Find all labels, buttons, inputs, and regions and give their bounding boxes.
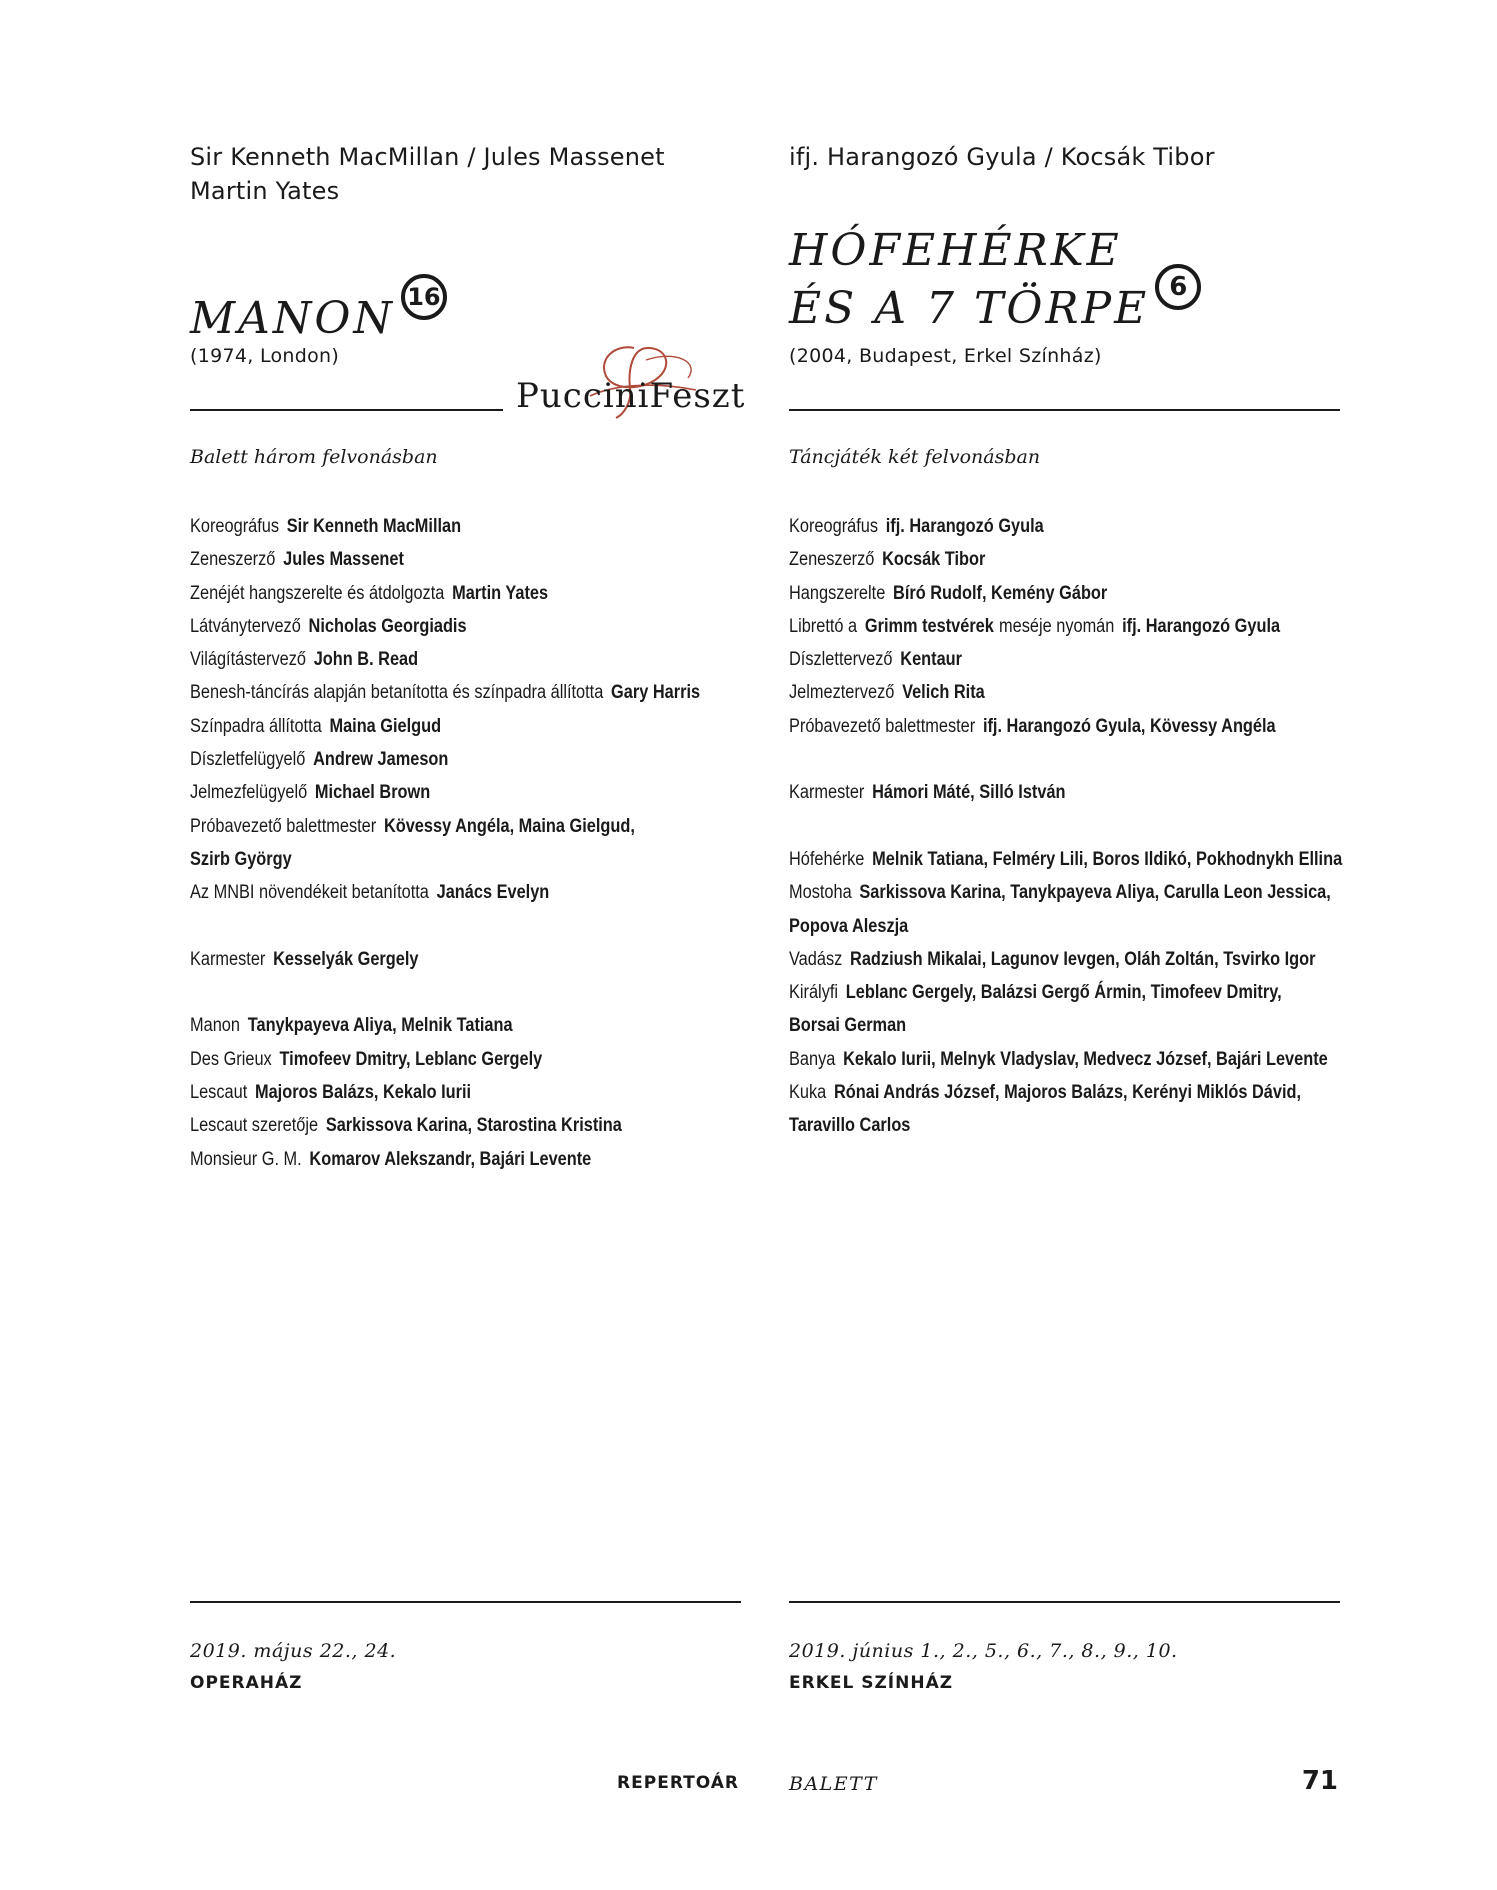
credit-line: [190, 743, 758, 776]
credit-line: [190, 676, 758, 709]
divider: [789, 409, 1340, 411]
production-subtitle: Balett három felvonásban: [190, 446, 438, 468]
credits-list: [190, 510, 758, 1176]
credits-spacer: [190, 910, 758, 943]
credit-line: [190, 543, 758, 576]
credit-line: [190, 1109, 758, 1142]
production-title: [789, 222, 1201, 338]
credit-role: Jelmeztervező: [789, 682, 895, 704]
premiere-info: (2004, Budapest, Erkel Színház): [789, 345, 1102, 367]
venue: OPERAHÁZ: [190, 1673, 303, 1693]
credit-line: [190, 810, 758, 843]
credit-line: [789, 610, 1357, 643]
title-line: ÉS A 7 TÖRPE: [789, 283, 1150, 334]
production-title: [190, 283, 447, 348]
credit-name: ifj. Harangozó Gyula: [885, 516, 1044, 537]
credit-role: Jelmezfelügyelő: [190, 782, 308, 804]
credit-role: Próbavezető balettmester: [789, 715, 976, 737]
credit-role: Mostoha: [789, 882, 852, 904]
credit-line: [190, 1009, 758, 1042]
credit-line: [789, 976, 1357, 1009]
credit-line: [190, 510, 758, 543]
credit-role: Az MNBI növendékeit betanította: [190, 882, 429, 904]
credit-role: Királyfi: [789, 982, 839, 1004]
title-line: MANON: [190, 293, 395, 344]
credit-line: [190, 943, 758, 976]
credit-role: Díszlettervező: [789, 649, 893, 671]
credit-name: Komarov Alekszandr, Bajári Levente: [309, 1148, 592, 1170]
divider: [190, 409, 503, 411]
credit-name: Sir Kenneth MacMillan: [286, 516, 462, 537]
logo-text: PucciniFeszt: [516, 376, 746, 416]
credit-line: [789, 1076, 1357, 1109]
credits-spacer: [190, 976, 758, 1009]
credit-role: Zenéjét hangszerelte és átdolgozta: [190, 582, 445, 604]
credit-role: Librettó a: [789, 615, 858, 637]
credit-name: Radziush Mikalai, Lagunov Ievgen, Oláh Zoltán, Tsvirko Igor: [850, 948, 1316, 970]
credit-name: Bíró Rudolf, Kemény Gábor: [893, 582, 1108, 604]
age-rating-badge: 16: [401, 274, 447, 320]
credit-name: Tanykpayeva Aliya, Melnik Tatiana: [247, 1015, 513, 1037]
credit-name: Grimm testvérek: [864, 615, 994, 637]
authors-line: Martin Yates: [190, 177, 340, 205]
credits-spacer: [789, 743, 1357, 776]
credit-line: [789, 1043, 1357, 1076]
credit-name: Gary Harris: [611, 682, 701, 704]
credit-name: Sarkissova Karina, Tanykpayeva Aliya, Carulla Leon Jessica,: [859, 882, 1331, 904]
divider: [789, 1601, 1340, 1603]
credit-name: Kekalo Iurii, Melnyk Vladyslav, Medvecz József, Bajári Levente: [843, 1048, 1328, 1070]
credit-role: Monsieur G. M.: [190, 1148, 302, 1170]
credit-name: John B. Read: [313, 649, 419, 671]
page-number: 71: [1301, 1766, 1338, 1796]
credit-line: [789, 510, 1357, 543]
credit-line: [789, 843, 1357, 876]
credit-name: Sarkissova Karina, Starostina Kristina: [325, 1115, 622, 1137]
credit-name: Borsai German: [789, 1015, 907, 1037]
venue: ERKEL SZÍNHÁZ: [789, 1673, 954, 1693]
credit-name: Hámori Máté, Silló István: [872, 782, 1066, 804]
credit-name: Velich Rita: [902, 682, 985, 704]
credit-line: [789, 910, 1357, 943]
credit-name: Michael Brown: [314, 782, 431, 804]
credit-role: Látványtervező: [190, 615, 301, 637]
footer-category: BALETT: [789, 1773, 878, 1795]
credit-role: Benesh-táncírás alapján betanította és színpadra állította: [190, 682, 604, 704]
credit-role: Vadász: [789, 948, 843, 970]
credit-name: Taravillo Carlos: [789, 1115, 911, 1137]
credit-role: Karmester: [190, 948, 266, 970]
credit-name: Martin Yates: [452, 582, 549, 604]
credit-name: Andrew Jameson: [313, 749, 449, 771]
credit-line: [789, 1109, 1357, 1142]
credit-line: [190, 776, 758, 809]
credit-line: [789, 676, 1357, 709]
credit-role: Des Grieux: [190, 1048, 272, 1070]
credit-role: Manon: [190, 1015, 240, 1037]
credit-role: Koreográfus: [789, 516, 879, 537]
credit-line: [190, 876, 758, 909]
credit-line: [190, 843, 758, 876]
divider: [190, 1601, 741, 1603]
credit-role: Próbavezető balettmester: [190, 815, 377, 837]
credit-role: Színpadra állította: [190, 715, 322, 737]
performance-dates: 2019. május 22., 24.: [190, 1640, 397, 1662]
credit-line: [789, 643, 1357, 676]
authors: [789, 140, 1215, 174]
credit-name: Rónai András József, Majoros Balázs, Kerényi Miklós Dávid,: [833, 1082, 1302, 1104]
credit-name: Jules Massenet: [283, 549, 404, 571]
credit-name: Leblanc Gergely, Balázsi Gergő Ármin, Timofeev Dmitry,: [845, 982, 1282, 1004]
credit-role: Karmester: [789, 782, 865, 804]
authors-line: Sir Kenneth MacMillan / Jules Massenet: [190, 143, 665, 171]
title-line: HÓFEHÉRKE: [789, 225, 1122, 276]
credit-name: ifj. Harangozó Gyula, Kövessy Angéla: [982, 715, 1276, 737]
credit-line: [190, 710, 758, 743]
credit-role: Zeneszerző: [190, 549, 276, 571]
credit-line: [190, 1076, 758, 1109]
credit-line: [789, 1009, 1357, 1042]
credit-name: Szirb György: [190, 848, 292, 870]
credit-name: ifj. Harangozó Gyula: [1122, 615, 1281, 637]
credit-line: [789, 776, 1357, 809]
credit-line: [190, 1143, 758, 1176]
credit-name: Janács Evelyn: [436, 882, 550, 904]
credit-role: Hangszerelte: [789, 582, 886, 604]
production-subtitle: Táncjáték két felvonásban: [789, 446, 1041, 468]
puccinifeszt-logo: [516, 340, 748, 420]
credit-name: Kentaur: [900, 649, 963, 671]
credit-role: Koreográfus: [190, 516, 280, 537]
credit-name: Majoros Balázs, Kekalo Iurii: [254, 1082, 472, 1104]
credit-role: Díszletfelügyelő: [190, 749, 306, 771]
credits-list: [789, 510, 1357, 1143]
credit-role: Kuka: [789, 1082, 827, 1104]
authors: [190, 140, 665, 208]
authors-line: ifj. Harangozó Gyula / Kocsák Tibor: [789, 143, 1215, 171]
credit-name: Timofeev Dmitry, Leblanc Gergely: [279, 1048, 543, 1070]
credit-line: [789, 710, 1357, 743]
credit-name: Kocsák Tibor: [882, 549, 986, 571]
credit-role: Hófehérke: [789, 848, 865, 870]
credit-line: [190, 643, 758, 676]
premiere-info: (1974, London): [190, 345, 340, 367]
footer-section: REPERTOÁR: [617, 1773, 739, 1793]
credit-role: Lescaut szeretője: [190, 1115, 319, 1137]
credit-role: Banya: [789, 1048, 836, 1070]
credit-line: [190, 1043, 758, 1076]
credit-role: Lescaut: [190, 1082, 248, 1104]
credit-line: [190, 577, 758, 610]
credit-line: [789, 543, 1357, 576]
credit-line: [789, 577, 1357, 610]
credit-name: Kövessy Angéla, Maina Gielgud,: [383, 815, 635, 837]
credit-name: Maina Gielgud: [329, 715, 442, 737]
credits-spacer: [789, 810, 1357, 843]
credit-role: Világítástervező: [190, 649, 306, 671]
credit-name: Popova Aleszja: [789, 915, 909, 937]
credit-role: meséje nyomán: [999, 615, 1115, 637]
credit-name: Melnik Tatiana, Felméry Lili, Boros Ildikó, Pokhodnykh Ellina: [872, 848, 1343, 870]
credit-name: Kesselyák Gergely: [273, 948, 419, 970]
credit-role: Zeneszerző: [789, 549, 875, 571]
credit-name: Nicholas Georgiadis: [308, 615, 467, 637]
credit-line: [789, 876, 1357, 909]
credit-line: [789, 943, 1357, 976]
performance-dates: 2019. június 1., 2., 5., 6., 7., 8., 9., 10.: [789, 1640, 1178, 1662]
age-rating-badge: 6: [1155, 264, 1201, 310]
credit-line: [190, 610, 758, 643]
